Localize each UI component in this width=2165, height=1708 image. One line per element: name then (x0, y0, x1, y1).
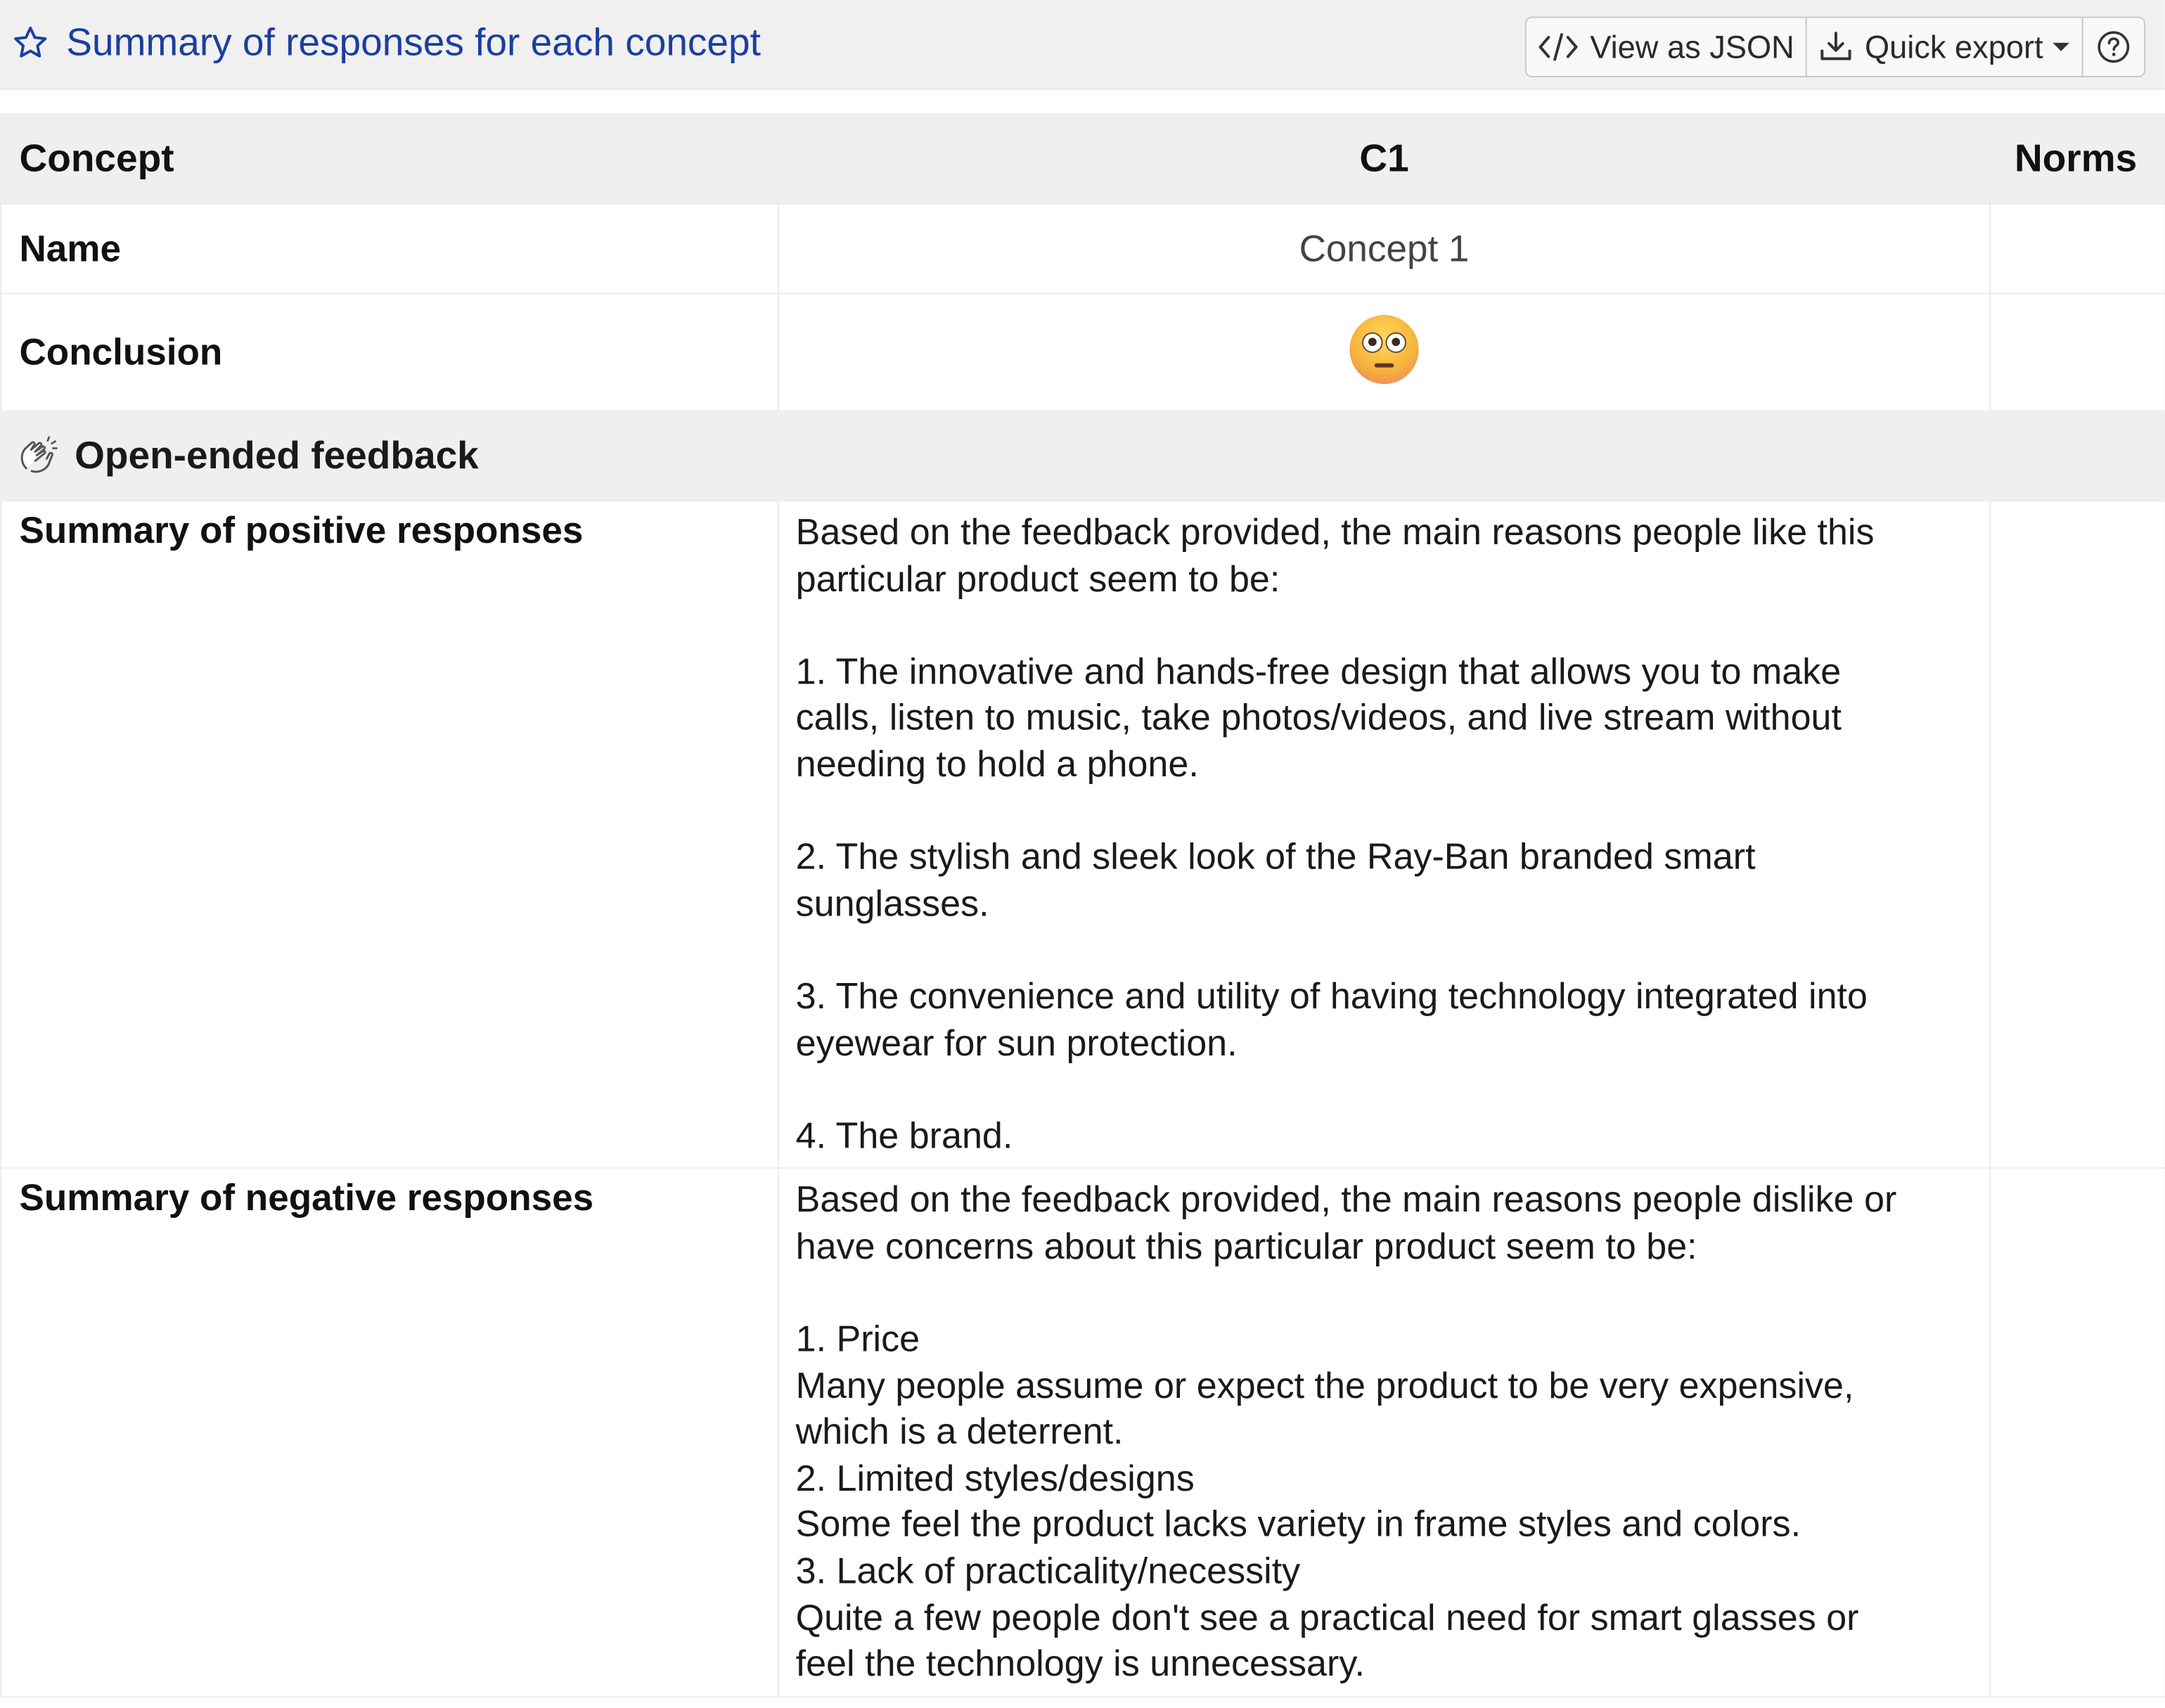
table-row-negative (1, 1169, 2165, 1697)
section-row-open-ended-feedback (1, 411, 2165, 501)
panel-header (0, 0, 2165, 90)
toolbar (1525, 17, 2145, 77)
row-label-conclusion: Conclusion (1, 293, 778, 411)
section-label: Open-ended feedback (75, 433, 479, 477)
table-row-name (1, 204, 2165, 294)
section-cell (1, 411, 2165, 501)
norms-cell-negative (1990, 1169, 2165, 1697)
row-label-negative: Summary of negative responses (1, 1169, 778, 1697)
norms-cell-positive (1990, 501, 2165, 1169)
concept-name-value: Concept 1 (778, 204, 1990, 294)
text-line: have concerns about this particular product seem to be: (795, 1225, 1697, 1267)
text-line: 1. The innovative and hands-free design that allows you to make (795, 650, 1842, 692)
text-line: Many people assume or expect the product to be very expensive, (795, 1364, 1854, 1406)
caret-down-icon (2051, 40, 2071, 54)
column-header-c1: C1 (778, 114, 1990, 204)
view-as-json-label: View as JSON (1590, 28, 1794, 65)
help-circle-icon (2095, 29, 2131, 65)
text-line: calls, listen to music, take photos/videos, and live stream without (795, 696, 1842, 738)
text-line: 1. Price (795, 1318, 920, 1360)
panel-title-group (11, 20, 761, 67)
star-icon[interactable] (11, 23, 50, 62)
table-header-row (1, 114, 2165, 204)
text-line: 4. The brand. (795, 1114, 1013, 1156)
panel-title: Summary of responses for each concept (66, 20, 761, 64)
row-label-name: Name (1, 204, 778, 294)
negative-summary-text (778, 1169, 1990, 1697)
row-label-positive: Summary of positive responses (1, 501, 778, 1169)
norms-cell-name (1990, 204, 2165, 294)
quick-export-label: Quick export (1864, 28, 2043, 65)
table-row-conclusion (1, 293, 2165, 411)
text-line: eyewear for sun protection. (795, 1021, 1238, 1063)
concept-summary-table (0, 113, 2165, 1697)
text-line: Based on the feedback provided, the main reasons people like this (795, 511, 1875, 553)
text-line: Some feel the product lacks variety in frame styles and colors. (795, 1503, 1801, 1546)
code-icon (1538, 30, 1579, 63)
text-line: which is a deterrent. (795, 1411, 1124, 1453)
conclusion-cell (778, 293, 1990, 411)
text-line: Quite a few people don't see a practical need for smart glasses or (795, 1596, 1859, 1638)
table-row-positive (1, 501, 2165, 1169)
positive-summary-text (778, 501, 1990, 1169)
text-line: sunglasses. (795, 882, 989, 924)
text-line: particular product seem to be: (795, 557, 1280, 599)
text-line: 3. The convenience and utility of having technology integrated into (795, 975, 1868, 1017)
column-header-concept: Concept (1, 114, 778, 204)
quick-export-button[interactable] (1806, 18, 2083, 77)
column-header-norms: Norms (1990, 114, 2165, 204)
text-line: 3. Lack of practicality/necessity (795, 1550, 1301, 1592)
norms-cell-conclusion (1990, 293, 2165, 411)
text-line: Based on the feedback provided, the main reasons people dislike or (795, 1179, 1897, 1221)
help-button[interactable] (2083, 18, 2144, 77)
text-line: 2. The stylish and sleek look of the Ray-Ban branded smart (795, 835, 1756, 878)
text-line: feel the technology is unnecessary. (795, 1643, 1365, 1685)
neutral-face-icon (1348, 313, 1420, 392)
clapping-hands-icon (17, 435, 58, 477)
text-line: 2. Limited styles/designs (795, 1457, 1195, 1499)
text-line: needing to hold a phone. (795, 743, 1199, 785)
view-as-json-button[interactable] (1527, 18, 1807, 77)
download-icon (1818, 29, 1854, 65)
